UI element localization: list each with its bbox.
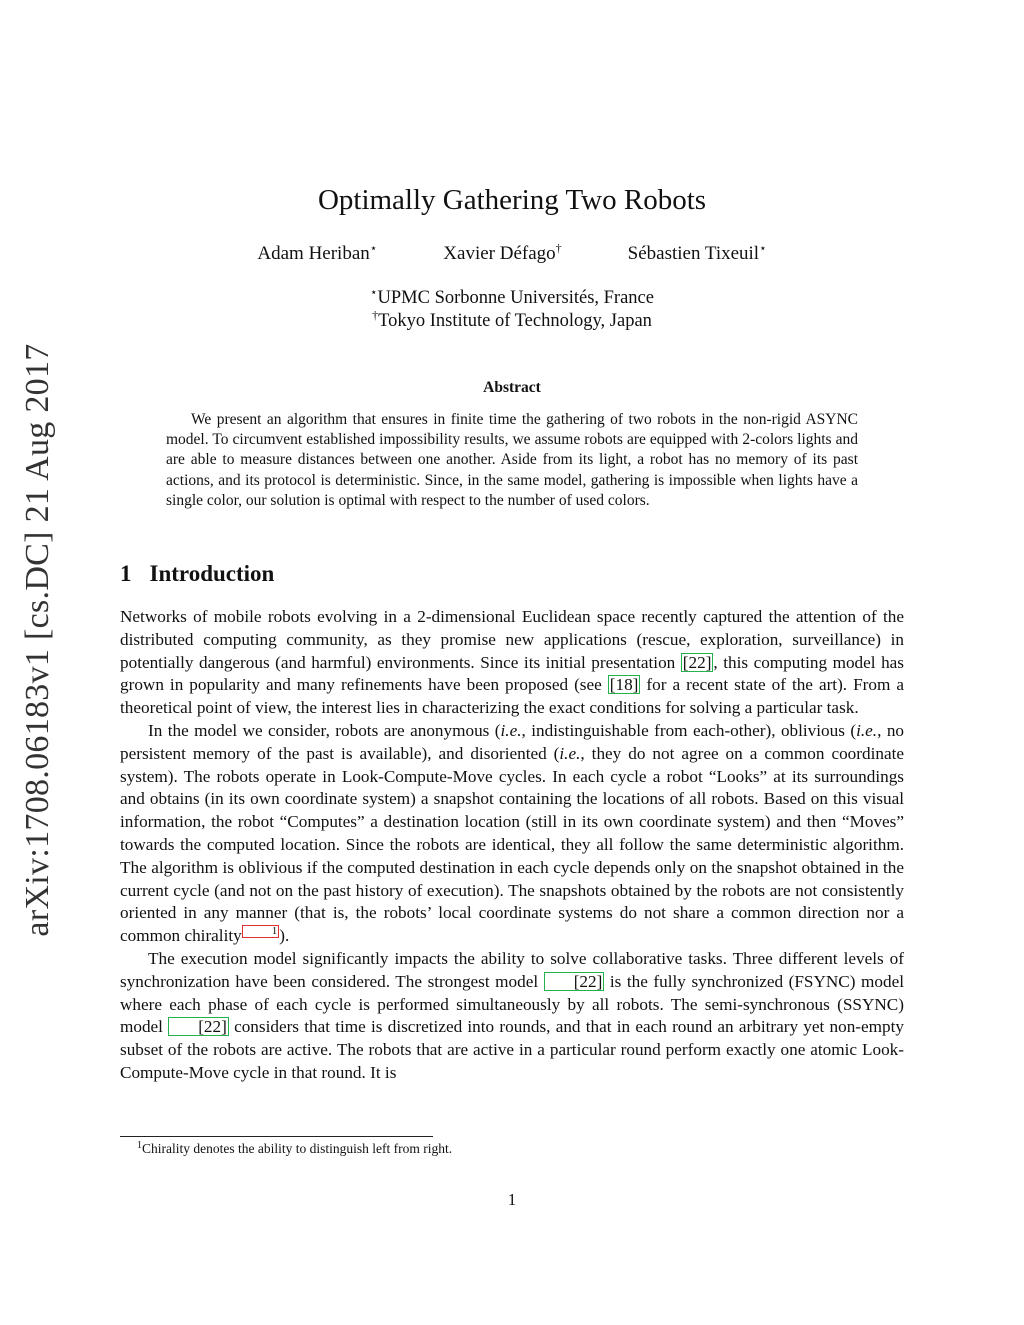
citation-link[interactable]: [22] bbox=[682, 652, 712, 672]
footnote: $^1$Chirality denotes the ability to distinguish left from right. bbox=[137, 1140, 453, 1156]
section-title: Introduction bbox=[149, 561, 275, 586]
abstract-heading: Abstract bbox=[483, 379, 541, 396]
paragraph: Networks of mobile robots evolving in a 2-dimensional Euclidean space recently captured the attention of the distributed computing community, as they promise new applications (rescue, exploration, surveillance) in potentially dangerous (and harmful) environments. Since its initial presentation [22] , this computing model has grown in popularity and many refinements have been proposed (see [18] for a recent state of the art). From a theoretical point of view, the interest lies in characterizing the exact conditions for solving a particular task. bbox=[120, 607, 904, 718]
citation-link[interactable]: [22] bbox=[544, 972, 605, 991]
paragraph: The execution model significantly impacts the ability to solve collaborative tasks. Three different levels of synchronization have been considered. The strongest model [22] is the fully synchronized (FSYNC) model where each phase of each cycle is performed simultaneously by all robots. The semi-synchronous (SSYNC) model [22] considers that time is discretized into rounds, and that in each round an arbitrary yet non-empty subset of the robots are active. The robots that are active in a particular round perform exactly one atomic Look-Compute-Move cycle in that round. It is bbox=[120, 948, 904, 1082]
footnote-divider bbox=[120, 1136, 433, 1137]
paper-title: Optimally Gathering Two Robots bbox=[317, 184, 707, 216]
author-list bbox=[0, 243, 1024, 265]
author: Xavier Défago† bbox=[443, 241, 562, 264]
arxiv-identifier: arXiv:1708.06183v1 [cs.DC] 21 Aug 2017 bbox=[19, 343, 56, 937]
author: Sébastien Tixeuil⋆ bbox=[627, 241, 767, 264]
affiliation: ⋆UPMC Sorbonne Universités, France bbox=[370, 285, 654, 308]
footnote-link[interactable]: 1 bbox=[242, 925, 280, 938]
paragraph: In the model we consider, robots are anonymous (i.e., indistinguishable from each-other), oblivious (i.e., no persistent memory of the past is available), and disoriented (i.e., they do not agree on a common coordinate system). The robots operate in Look-Compute-Move cycles. In each cycle a robot “Looks” at its surroundings and obtains (in its own coordinate system) a snapshot containing the locations of all robots. Based on this visual information, the robot “Computes” a destination location (still in its own coordinate system) and then “Moves” towards the computed location. Since the robots are identical, they all follow the same deterministic algorithm. The algorithm is oblivious if the computed destination in each cycle depends only on the snapshot obtained in the current cycle (and not on the past history of execution). The snapshots obtained by the robots are not consistently oriented in any manner (that is, the robots’ local coordinate systems do not share a common direction nor a common chirality 1 ). bbox=[120, 720, 905, 946]
citation-link[interactable]: [22] bbox=[168, 1017, 229, 1036]
page-number: 1 bbox=[507, 1190, 517, 1209]
citation-link[interactable]: [18] bbox=[609, 675, 639, 695]
author: Adam Heriban⋆ bbox=[257, 241, 378, 264]
section-number: 1 bbox=[120, 561, 132, 586]
section-heading bbox=[120, 561, 274, 587]
affiliation: †Tokyo Institute of Technology, Japan bbox=[372, 308, 652, 331]
abstract-text: We present an algorithm that ensures in finite time the gathering of two robots in the non-rigid ASYNC model. To circumvent established impossibility results, we assume robots are equipped with 2-colors lights and are able to measure distances between one another. Aside from its light, a robot has no memory of its past actions, and its protocol is deterministic. Since, in the same model, gathering is impossible when lights have a single color, our solution is optimal with respect to the number of used colors. bbox=[166, 411, 858, 509]
body-text bbox=[120, 606, 904, 1085]
affiliations bbox=[0, 287, 1024, 333]
